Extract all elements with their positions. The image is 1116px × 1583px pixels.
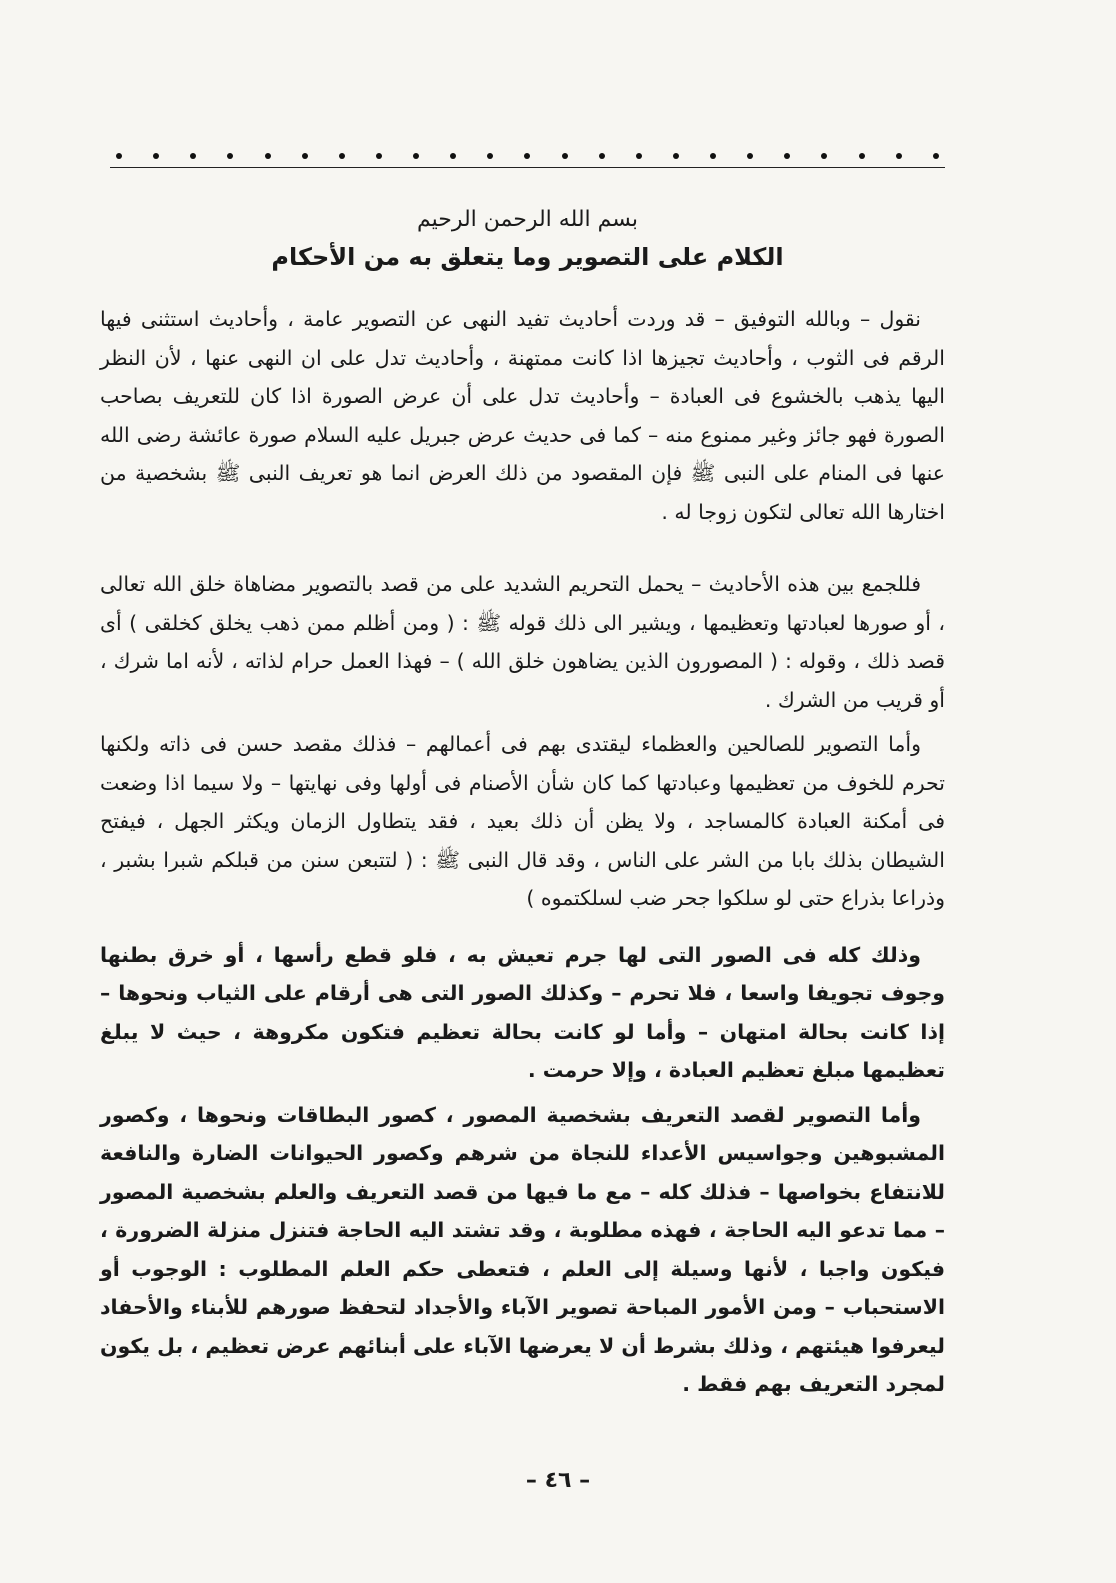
rule-dot <box>450 153 456 159</box>
basmala: بسم الله الرحمن الرحيم <box>416 207 639 232</box>
rule-dot <box>562 153 568 159</box>
paragraph: وأما التصوير للصالحين والعظماء ليقتدى بهم فى أعمالهم – فذلك مقصد حسن فى ذاته ولكنها تحرم للخوف من تعظيمها وعبادتها كما كان شأن الأصنام فى أولها وفى نهايتها – ولا سيما اذا وضعت فى أمكنة العبادة كالمساجد ، ولا يظن أن ذلك بعيد ، فقد يتطاول الزمان ويكثر الجهل ، فيفتح الشيطان بذلك بابا من الشر على الناس ، وقد قال النبى ﷺ : ( لتتبعن سنن من قبلكم شبرا بشبر ، وذراعا بذراع حتى لو سلكوا جحر ضب لسلكتموه ) <box>100 732 945 910</box>
header-dotted-rule <box>110 150 945 174</box>
rule-dot <box>673 153 679 159</box>
rule-dot <box>524 153 530 159</box>
rule-dot <box>153 153 159 159</box>
paragraph: فللجمع بين هذه الأحاديث – يحمل التحريم الشديد على من قصد بالتصوير مضاهاة خلق الله تعالى ، أو صورها لعبادتها وتعظيمها ، ويشير الى ذلك قوله ﷺ : ( ومن أظلم ممن ذهب يخلق كخلقى ) أى قصد ذلك ، وقوله : ( المصورون الذين يضاهون خلق الله ) – فهذا العمل حرام لذاته ، لأنه اما شرك ، أو قريب من الشرك . <box>100 572 945 712</box>
rule-dot <box>747 153 753 159</box>
title-block <box>110 203 945 277</box>
rule-dot <box>190 153 196 159</box>
page-number: – ٤٦ – <box>525 1468 591 1493</box>
rule-dot <box>116 153 122 159</box>
body-text <box>100 300 945 1404</box>
rule-dot <box>413 153 419 159</box>
rule-dot <box>636 153 642 159</box>
rule-dot <box>487 153 493 159</box>
rule-dot <box>784 153 790 159</box>
paragraph: وأما التصوير لقصد التعريف بشخصية المصور ، كصور البطاقات ونحوها ، وكصور المشبوهين وجواسيس الأعداء للنجاة من شرهم وكصور الحيوانات الضارة والنافعة للانتفاع بخواصها – فذلك كله – مع ما فيها من قصد التعريف والعلم بشخصية المصور – مما تدعو اليه الحاجة ، فهذه مطلوبة ، وقد تشتد اليه الحاجة فتنزل منزلة الضرورة ، فيكون واجبا ، لأنها وسيلة إلى العلم ، فتعطى حكم العلم المطلوب : الوجوب أو الاستحباب – ومن الأمور المباحة تصوير الآباء والأجداد لتحفظ صورهم للأبناء والأحفاد ليعرفوا هيئتهم ، وذلك بشرط أن لا يعرضها الآباء على أبنائهم عرض تعظيم ، بل يكون لمجرد التعريف بهم فقط . <box>100 1102 945 1396</box>
rule-dot <box>339 153 345 159</box>
rule-dot <box>302 153 308 159</box>
rule-dot <box>859 153 865 159</box>
rule-dot <box>710 153 716 159</box>
header-line <box>110 167 945 168</box>
rule-dot <box>933 153 939 159</box>
rule-dot <box>376 153 382 159</box>
header-dots <box>110 150 945 162</box>
rule-dot <box>599 153 605 159</box>
rule-dot <box>227 153 233 159</box>
rule-dot <box>821 153 827 159</box>
paragraph: وذلك كله فى الصور التى لها جرم تعيش به ، فلو قطع رأسها ، أو خرق بطنها وجوف تجويفا واسعا ، فلا تحرم – وكذلك الصور التى هى أرقام على الثياب ونحوها – إذا كانت بحالة امتهان – وأما لو كانت بحالة تعظيم فتكون مكروهة ، حيث لا يبلغ تعظيمها مبلغ تعظيم العبادة ، وإلا حرمت . <box>100 942 945 1082</box>
paragraph: نقول – وبالله التوفيق – قد وردت أحاديث تفيد النهى عن التصوير عامة ، وأحاديث استثنى فيها الرقم فى الثوب ، وأحاديث تجيزها اذا كانت ممتهنة ، وأحاديث تدل على ان النهى عنها ، لأن النظر اليها يذهب بالخشوع فى العبادة – وأحاديث تدل على أن عرض الصورة اذا كان للتعريف بصاحب الصورة فهو جائز وغير ممنوع منه – كما فى حديث عرض جبريل عليه السلام صورة عائشة رضى الله عنها فى المنام على النبى ﷺ فإن المقصود من ذلك العرض انما هو تعريف النبى ﷺ بشخصية من اختارها الله تعالى لتكون زوجا له . <box>100 307 945 524</box>
rule-dot <box>896 153 902 159</box>
chapter-title: الكلام على التصوير وما يتعلق به من الأحكام <box>271 243 784 271</box>
rule-dot <box>265 153 271 159</box>
